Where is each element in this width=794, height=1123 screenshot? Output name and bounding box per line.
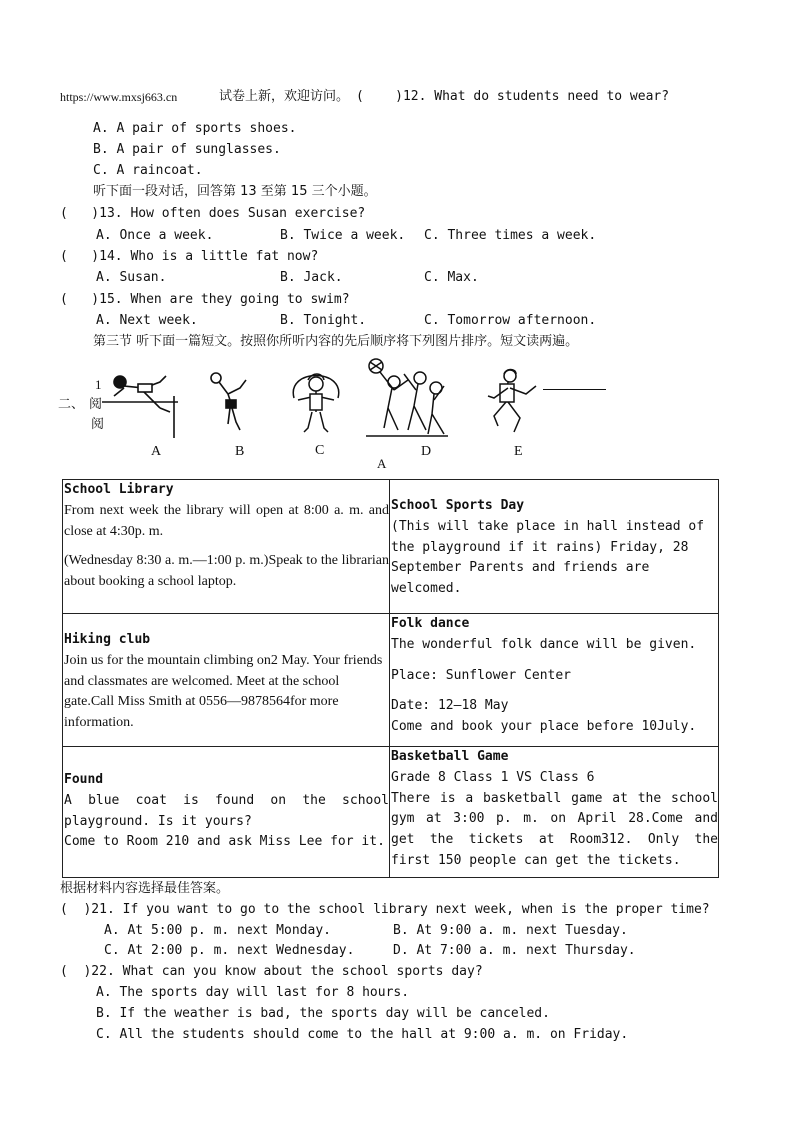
notice-basketball-game [390,747,719,878]
question-21-stem: ( )21. If you want to go to the school library next week, when is the proper time? [60,902,710,917]
notice-line: Date: 12—18 May [391,698,509,714]
notice-found [63,747,390,878]
q22-option-c: C. All the students should come to the hall at 9:00 a. m. on Friday. [96,1027,629,1042]
notice-line: Place: Sunflower Center [391,667,572,683]
notice-school-library [63,480,390,614]
q14-option-c: C. Max. [424,270,479,285]
answer-blank-line [543,389,606,390]
notice-body: From next week the library will open at 8:00 a. m. and close at 4:30p. m. [64,502,389,539]
notice-body: Come to Room 210 and ask Miss Lee for it. [64,834,385,850]
question-13-stem: ( )13. How often does Susan exercise? [60,206,366,221]
notice-line: Come and book your place before 10July. [391,719,697,735]
fragment-section-two: 二、 [58,397,85,412]
section-3-instruction: 第三节 听下面一篇短文。按照你所听内容的先后顺序将下列图片排序。短文读两遍。 [93,334,579,349]
notice-title: School Sports Day [391,498,525,513]
reading-instruction: 根据材料内容选择最佳答案。 [60,881,230,896]
q22-option-a: A. The sports day will last for 8 hours. [96,985,410,1000]
picture-label-a: A [151,444,162,459]
notice-body: Join us for the mountain climbing on2 May. Your friends and classmates are welcomed. Meet at the school gate.Call Miss Smith at 0556—9878564for more information. [64,652,383,731]
q15-option-c: C. Tomorrow afternoon. [424,313,597,328]
q12-option-c: C. A raincoat. [93,163,203,178]
notice-title: Found [64,772,104,787]
q12-option-a: A. A pair of sports shoes. [93,121,297,136]
notice-line: Grade 8 Class 1 VS Class 6 [391,769,595,785]
notice-title: Basketball Game [391,749,509,764]
question-14-stem: ( )14. Who is a little fat now? [60,249,319,264]
fragment-char-1: 阅 [89,397,103,412]
notice-body: (Wednesday 8:30 a. m.—1:00 p. m.)Speak to the librarian about booking a school laptop. [64,553,389,590]
q22-option-b: B. If the weather is bad, the sports day will be canceled. [96,1006,550,1021]
q21-option-c: C. At 2:00 p. m. next Wednesday. [104,943,355,958]
q14-option-b: B. Jack. [280,270,343,285]
q12-option-b: B. A pair of sunglasses. [93,142,281,157]
fragment-char-2: 阅 [91,417,105,432]
notice-title: School Library [64,482,174,497]
question-15-stem: ( )15. When are they going to swim? [60,292,350,307]
notice-title: Hiking club [64,632,151,647]
header-notice: 试卷上新，欢迎访问。 [219,89,350,104]
picture-label-b: B [235,444,245,459]
dialog-instruction: 听下面一段对话，回答第 13 至第 15 三个小题。 [93,184,377,199]
notice-line: The wonderful folk dance will be given. [391,636,697,652]
q21-option-a: A. At 5:00 p. m. next Monday. [104,923,331,938]
q13-option-b: B. Twice a week. [280,228,406,243]
picture-label-e: E [514,444,523,459]
running-picture [486,366,542,436]
notice-body: (This will take place in hall instead of the playground if it rains) Friday, 28 September Parents and friends are welcomed. [391,518,705,597]
q13-option-a: A. Once a week. [96,228,214,243]
question-22-stem: ( )22. What can you know about the school sports day? [60,964,483,979]
q21-option-b: B. At 9:00 a. m. next Tuesday. [393,923,628,938]
picture-label-c: C [315,443,325,458]
q21-option-d: D. At 7:00 a. m. next Thursday. [393,943,636,958]
notice-school-sports-day [390,480,719,614]
high-jump-picture [100,368,180,440]
notice-folk-dance [390,614,719,747]
q13-option-c: C. Three times a week. [424,228,597,243]
q14-option-a: A. Susan. [96,270,167,285]
rope-skipping-picture [286,358,346,436]
notice-body: There is a basketball game at the school gym at 3:00 p. m. on April 28.Come and get the tickets at Room312. Only the first 150 people can get the tickets. [391,790,718,868]
notice-hiking-club [63,614,390,747]
notice-title: Folk dance [391,616,470,631]
q15-option-b: B. Tonight. [280,313,367,328]
notice-body: A blue coat is found on the school playground. Is it yours? [64,792,389,829]
question-12-stem: ( )12. What do students need to wear? [356,89,670,104]
notice-board-table [62,479,719,878]
passage-label-a: A [377,456,387,471]
header-url: https://www.mxsj663.cn [60,90,178,104]
diving-picture [206,370,252,432]
picture-label-d: D [421,444,432,459]
basketball-players-picture [364,356,450,438]
q15-option-a: A. Next week. [96,313,198,328]
fragment-number: 1 [95,377,102,392]
